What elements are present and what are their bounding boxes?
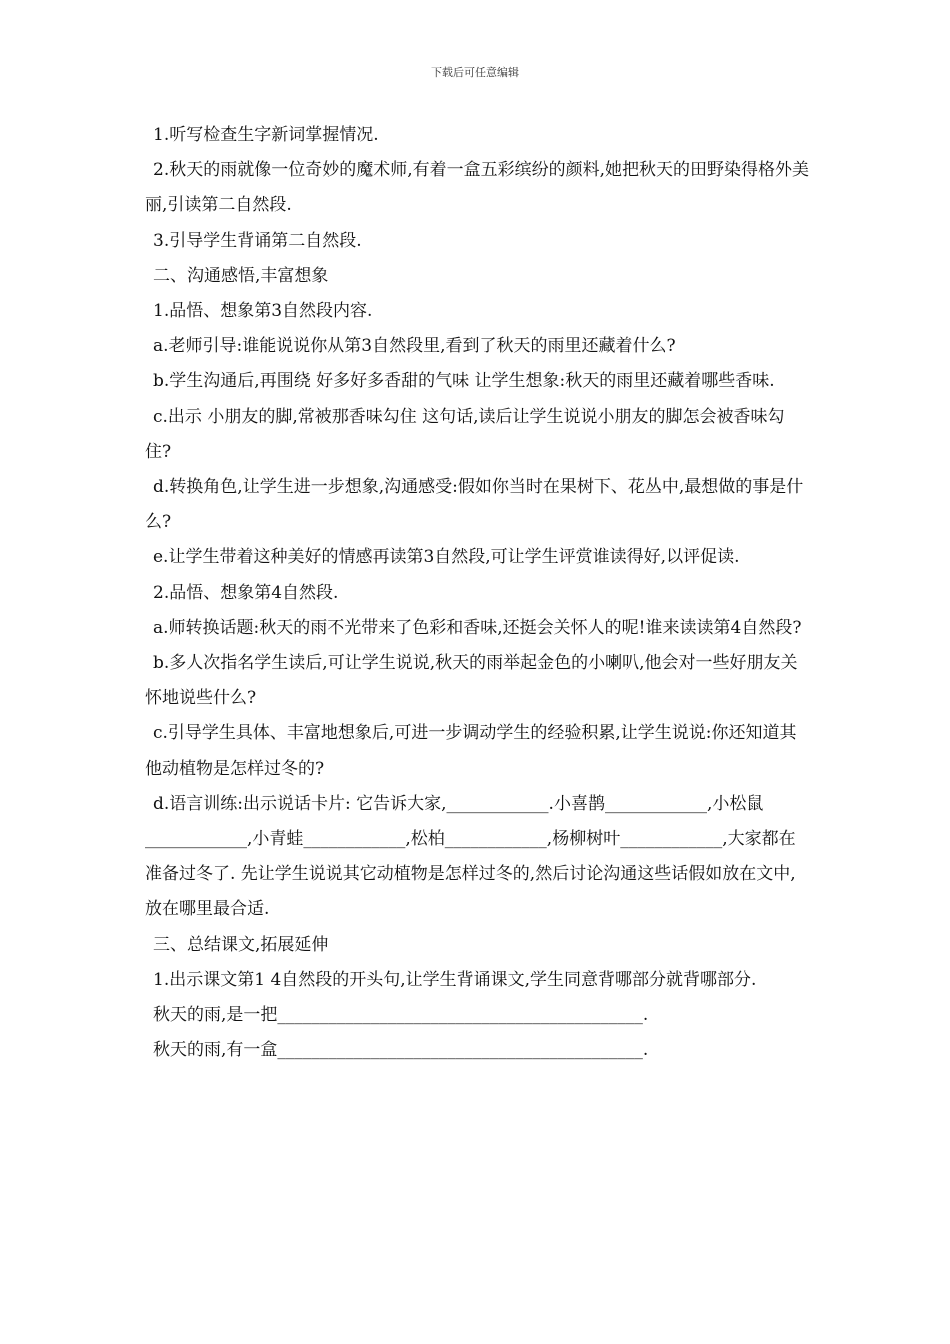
paragraph: b.多人次指名学生读后,可让学生说说,秋天的雨举起金色的小喇叭,他会对一些好朋友关怀地说些什么?: [145, 653, 798, 709]
paragraph: a.老师引导:谁能说说你从第3自然段里,看到了秋天的雨里还藏着什么?: [153, 336, 676, 357]
paragraph: 2.秋天的雨就像一位奇妙的魔术师,有着一盒五彩缤纷的颜料,她把秋天的田野染得格外美丽,引读第二自然段.: [145, 160, 810, 216]
fill-in-exercise: d.语言训练:出示说话卡片: 它告诉大家,____________.小喜鹊____________,小松鼠____________,小青蛙____________,松柏____________,杨柳树叶____________,大家都在准备过冬了. 先让学生说说其它动植物是怎样过冬的,然后讨论沟通这些话假如放在文中,放在哪里最合适.: [145, 793, 796, 920]
page-header: 下载后可任意编辑: [431, 66, 519, 79]
paragraph: c.引导学生具体、丰富地想象后,可进一步调动学生的经验积累,让学生说说:你还知道其他动植物是怎样过冬的?: [145, 723, 797, 779]
paragraph: 2.品悟、想象第4自然段.: [153, 582, 339, 603]
paragraph: d.转换角色,让学生进一步想象,沟通感受:假如你当时在果树下、花丛中,最想做的事是什么?: [145, 477, 804, 533]
paragraph: e.让学生带着这种美好的情感再读第3自然段,可让学生评赏谁读得好,以评促读.: [153, 547, 740, 568]
paragraph: 1.听写检查生字新词掌握情况.: [153, 125, 379, 145]
document-body: [145, 118, 810, 1068]
fill-in-line: 秋天的雨,是一把___________________________________________.: [153, 1005, 649, 1026]
paragraph: 3.引导学生背诵第二自然段.: [153, 230, 362, 251]
paragraph: c.出示 小朋友的脚,常被那香味勾住 这句话,读后让学生说说小朋友的脚怎会被香味勾住?: [145, 406, 785, 462]
paragraph: 1.品悟、想象第3自然段内容.: [153, 301, 373, 322]
fill-in-line: 秋天的雨,有一盒___________________________________________.: [153, 1040, 649, 1061]
paragraph: 1.出示课文第1 4自然段的开头句,让学生背诵课文,学生同意背哪部分就背哪部分.: [153, 969, 757, 990]
section-heading: 三、总结课文,拓展延伸: [153, 934, 329, 955]
paragraph: a.师转换话题:秋天的雨不光带来了色彩和香味,还挺会关怀人的呢!谁来读读第4自然段?: [153, 617, 802, 638]
section-heading: 二、沟通感悟,丰富想象: [153, 265, 329, 286]
paragraph: b.学生沟通后,再围绕 好多好多香甜的气味 让学生想象:秋天的雨里还藏着哪些香味.: [153, 371, 775, 392]
